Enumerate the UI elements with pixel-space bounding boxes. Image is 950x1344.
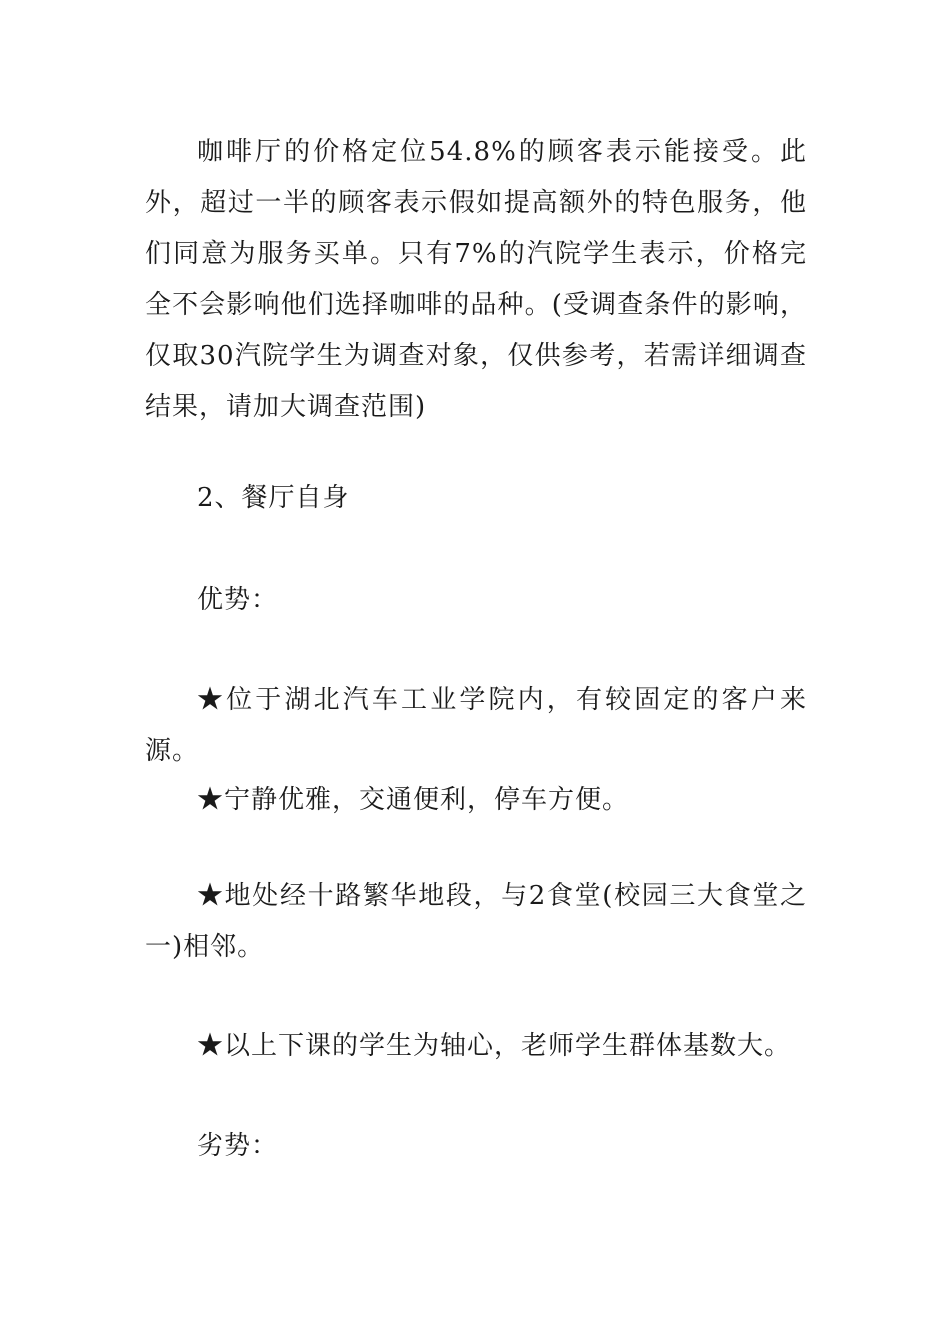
strength-item-neighborhood: ★地处经十路繁华地段，与2食堂(校园三大食堂之一)相邻。 [145,881,807,962]
strength-item-environment: ★宁静优雅，交通便利，停车方便。 [197,785,630,815]
weaknesses-heading: 劣势： [197,1131,279,1161]
section-heading-restaurant: 2、餐厅自身 [197,483,350,513]
strengths-heading: 优势： [197,585,279,615]
strength-item-location: ★位于湖北汽车工业学院内，有较固定的客户来源。 [145,685,807,766]
price-survey-paragraph: 咖啡厅的价格定位54.8%的顾客表示能接受。此外，超过一半的顾客表示假如提高额外的特色服务，他们同意为服务买单。只有7%的汽院学生表示，价格完全不会影响他们选择咖啡的品种。(受调查条件的影响，仅取30汽院学生为调查对象，仅供参考，若需详细调查结果，请加大调查范围) [145,137,807,422]
strength-item-customers: ★以上下课的学生为轴心，老师学生群体基数大。 [197,1031,792,1061]
